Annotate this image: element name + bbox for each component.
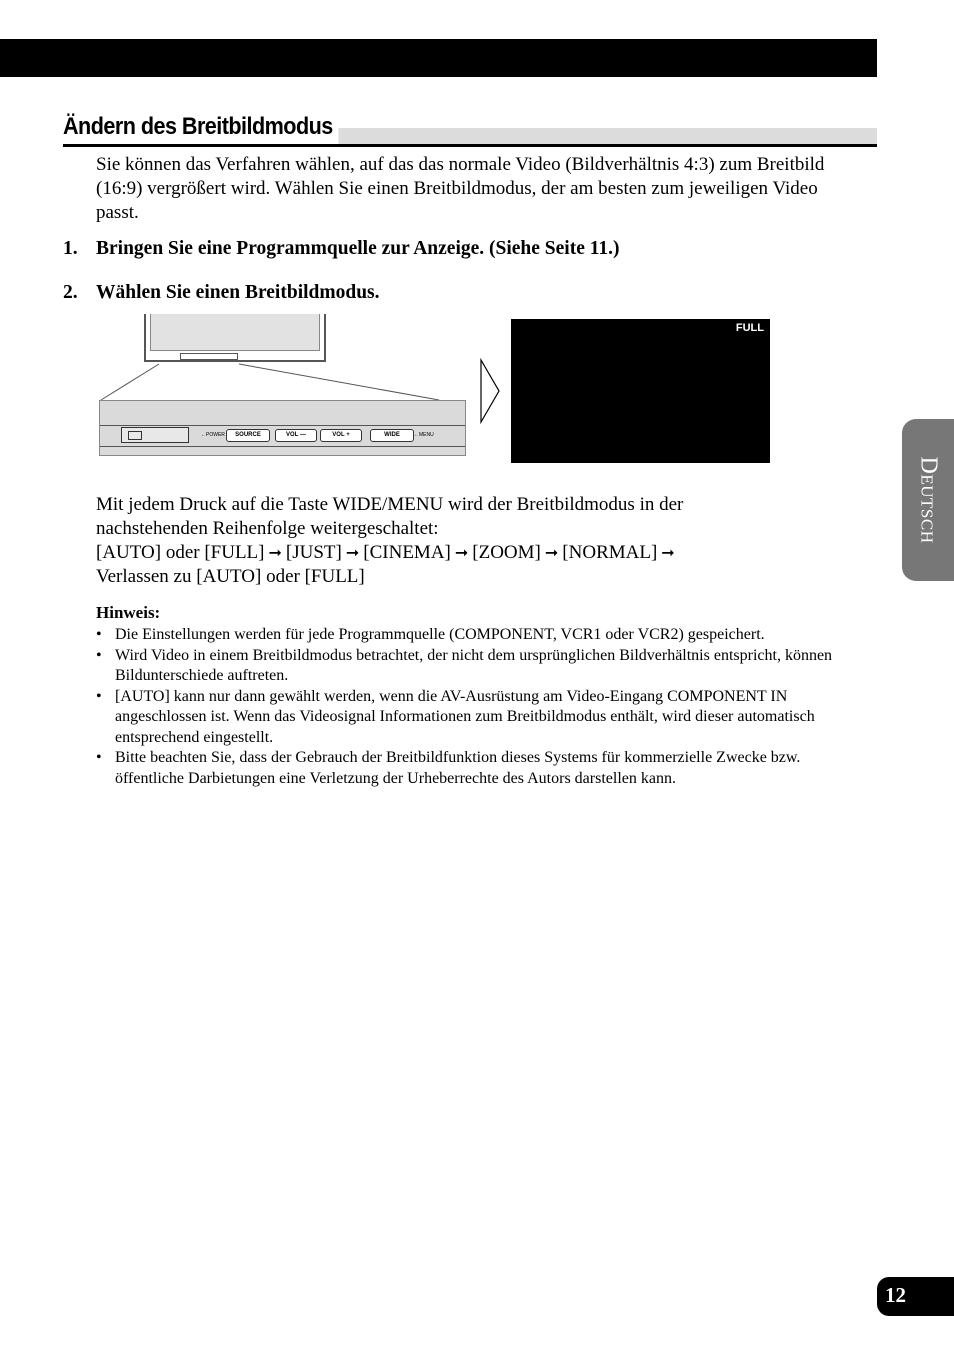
vol-down-button[interactable]: VOL —	[275, 429, 317, 442]
list-item	[96, 625, 836, 646]
mode-sequence	[96, 493, 836, 589]
bullet-icon: •	[96, 646, 102, 664]
note-list	[96, 625, 836, 789]
sequence-line: nachstehenden Reihenfolge weitergeschaltet:	[96, 518, 439, 539]
arrow-right-icon: ➞	[661, 543, 675, 562]
step-number: 1.	[63, 238, 78, 259]
mode-end: Verlassen zu [AUTO] oder [FULL]	[96, 566, 365, 587]
list-item	[96, 748, 836, 789]
note-block	[96, 602, 836, 789]
arrow-right-icon: ➞	[345, 543, 360, 562]
note-text: Wird Video in einem Breitbildmodus betrachtet, der nicht dem ursprünglichen Bildverhältnis entspricht, können Bildunterschiede auftreten.	[115, 646, 833, 684]
bullet-icon: •	[96, 626, 102, 643]
bullet-icon: •	[96, 749, 102, 766]
note-title: Hinweis:	[96, 603, 161, 622]
heading-rule	[63, 144, 877, 147]
arrow-right-icon	[479, 358, 503, 424]
note-text: Die Einstellungen werden für jede Programmquelle (COMPONENT, VCR1 oder VCR2) gespeichert.	[115, 626, 765, 643]
mode-zoom: [ZOOM]	[472, 542, 541, 563]
mode-cycle	[96, 541, 836, 565]
wide-button[interactable]: WIDE	[370, 429, 414, 442]
bullet-icon: •	[96, 687, 102, 705]
section-heading	[63, 108, 877, 148]
note-text: [AUTO] kann nur dann gewählt werden, wenn die AV-Ausrüstung am Video-Eingang COMPONENT IN angeschlossen ist. Wenn das Videosignal Informationen zum Breitbildmodus enthält, wird dieser automatisch entsprechend eingestellt.	[115, 687, 815, 746]
mode-just: [JUST]	[285, 542, 342, 563]
arrow-right-icon: ➞	[544, 543, 559, 562]
step-text: Wählen Sie einen Breitbildmodus.	[96, 282, 380, 303]
mode-start: [AUTO] oder [FULL]	[96, 542, 265, 563]
mode-cinema: [CINEMA]	[363, 542, 451, 563]
step-1	[63, 237, 620, 261]
language-tab	[902, 419, 954, 581]
vol-up-button[interactable]: VOL +	[320, 429, 362, 442]
step-text: Bringen Sie eine Programmquelle zur Anzeige. (Siehe Seite 11.)	[96, 238, 620, 259]
step-number: 2.	[63, 282, 78, 303]
control-panel-closeup	[99, 400, 466, 456]
wide-mode-figure	[99, 314, 779, 466]
list-item	[96, 646, 836, 687]
panel-display-window	[121, 427, 189, 443]
power-label: ←POWER	[201, 432, 225, 438]
language-label: Deutsch	[915, 456, 942, 544]
page-number: 12	[885, 1283, 906, 1307]
panel-indicator	[128, 431, 142, 440]
wide-mode-indicator: FULL	[735, 322, 764, 334]
section-title: Ändern des Breitbildmodus	[63, 110, 338, 144]
zoom-callout-lines	[99, 314, 479, 404]
screen-display	[511, 319, 770, 463]
arrow-right-icon: ➞	[454, 543, 469, 562]
intro-paragraph: Sie können das Verfahren wählen, auf das das normale Video (Bildverhältnis 4:3) zum Breitbild (16:9) vergrößert wird. Wählen Sie einen Breitbildmodus, der am besten zum jeweiligen Video passt.	[96, 154, 825, 223]
page-number-badge	[877, 1277, 954, 1316]
menu-label: ←MENU	[414, 432, 434, 438]
source-button[interactable]: SOURCE	[226, 429, 270, 442]
note-text: Bitte beachten Sie, dass der Gebrauch der Breitbildfunktion dieses Systems für kommerzielle Zwecke bzw. öffentliche Darbietungen eine Verletzung der Urheberrechte des Autors darstellen kann.	[115, 749, 801, 787]
list-item	[96, 687, 836, 749]
arrow-right-icon: ➞	[268, 543, 282, 562]
sequence-line: Mit jedem Druck auf die Taste WIDE/MENU wird der Breitbildmodus in der	[96, 494, 684, 515]
mode-normal: [NORMAL]	[562, 542, 658, 563]
header-bar	[0, 39, 877, 77]
step-2	[63, 281, 380, 305]
